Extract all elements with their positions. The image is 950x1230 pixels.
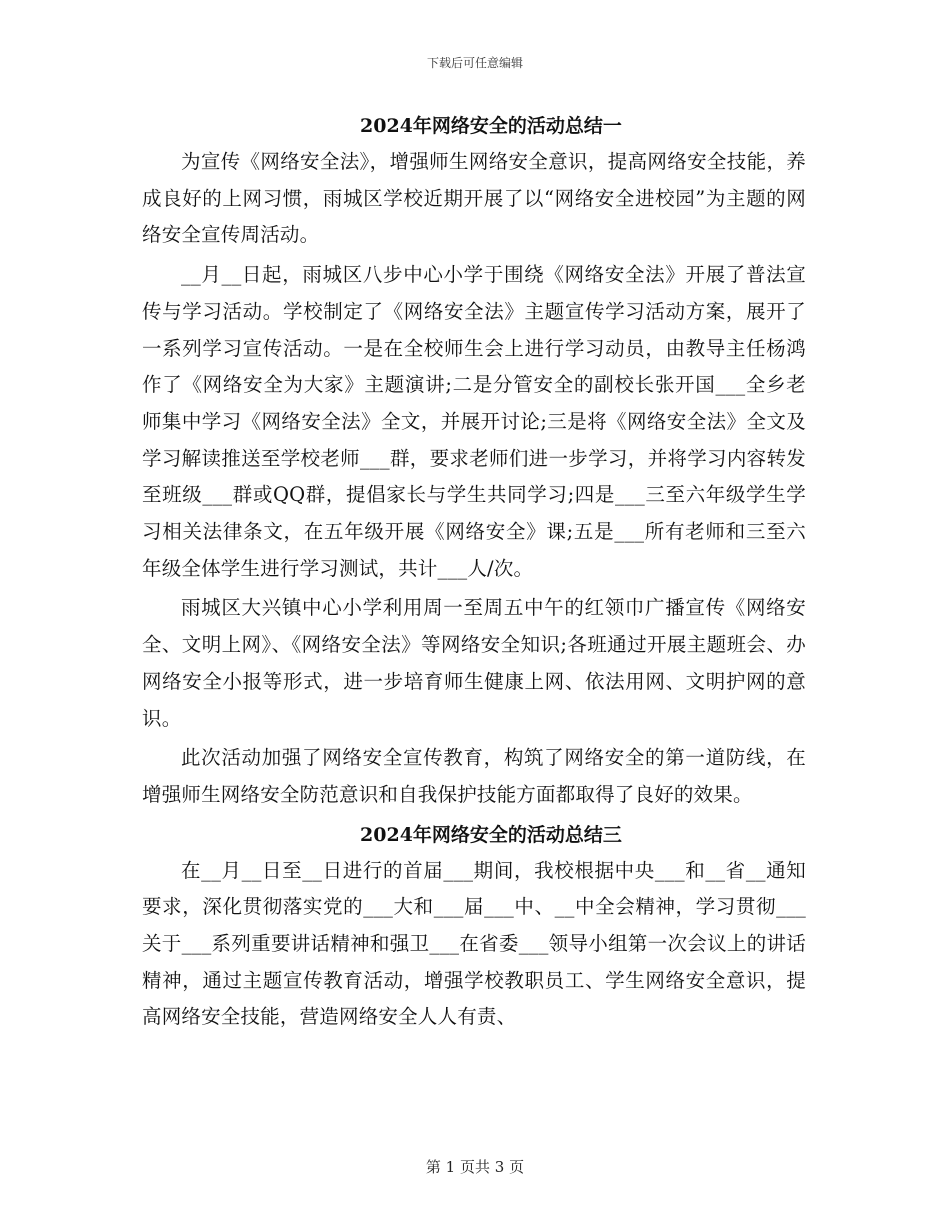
section-title: 2024年网络安全的活动总结三	[360, 823, 622, 846]
page-number: 第 1 页共 3 页	[425, 1158, 525, 1176]
page-header-note: 下载后可任意编辑	[426, 56, 523, 70]
paragraph: 此次活动加强了网络安全宣传教育，构筑了网络安全的第一道防线，在增强师生网络安全防范意识和自我保护技能方面都取得了良好的效果。	[142, 746, 806, 806]
paragraph: 为宣传《网络安全法》，增强师生网络安全意识，提高网络安全技能，养成良好的上网习惯，雨城区学校近期开展了以“网络安全进校园”为主题的网络安全宣传周活动。	[142, 150, 806, 247]
paragraph: 在__月__日至__日进行的首届___期间，我校根据中央___和__省__通知要求，深化贯彻落实党的___大和___届___中、__中全会精神，学习贯彻___关于___系列重要讲话精神和强卫___在省委___领导小组第一次会议上的讲话精神，通过主题宣传教育活动，增强学校教职员工、学生网络安全意识，提高网络安全技能，营造网络安全人人有责、	[142, 858, 806, 1029]
document-body	[142, 108, 806, 1039]
section-title: 2024年网络安全的活动总结一	[360, 115, 622, 137]
paragraph: 雨城区大兴镇中心小学利用周一至周五中午的红领巾广播宣传《网络安全、文明上网》、《网络安全法》等网络安全知识;各班通过开展主题班会、办网络安全小报等形式，进一步培育师生健康上网、依法用网、文明护网的意识。	[142, 596, 806, 730]
paragraph: __月__日起，雨城区八步中心小学于围绕《网络安全法》开展了普法宣传与学习活动。学校制定了《网络安全法》主题宣传学习活动方案，展开了一系列学习宣传活动。一是在全校师生会上进行学习动员，由教导主任杨鸿作了《网络安全为大家》主题演讲;二是分管安全的副校长张开国___全乡老师集中学习《网络安全法》全文，并展开讨论;三是将《网络安全法》全文及学习解读推送至学校老师___群，要求老师们进一步学习，并将学习内容转发至班级___群或QQ群，提倡家长与学生共同学习;四是___三至六年级学生学习相关法律条文，在五年级开展《网络安全》课;五是___所有老师和三至六年级全体学生进行学习测试，共计___人/次。	[142, 263, 806, 580]
